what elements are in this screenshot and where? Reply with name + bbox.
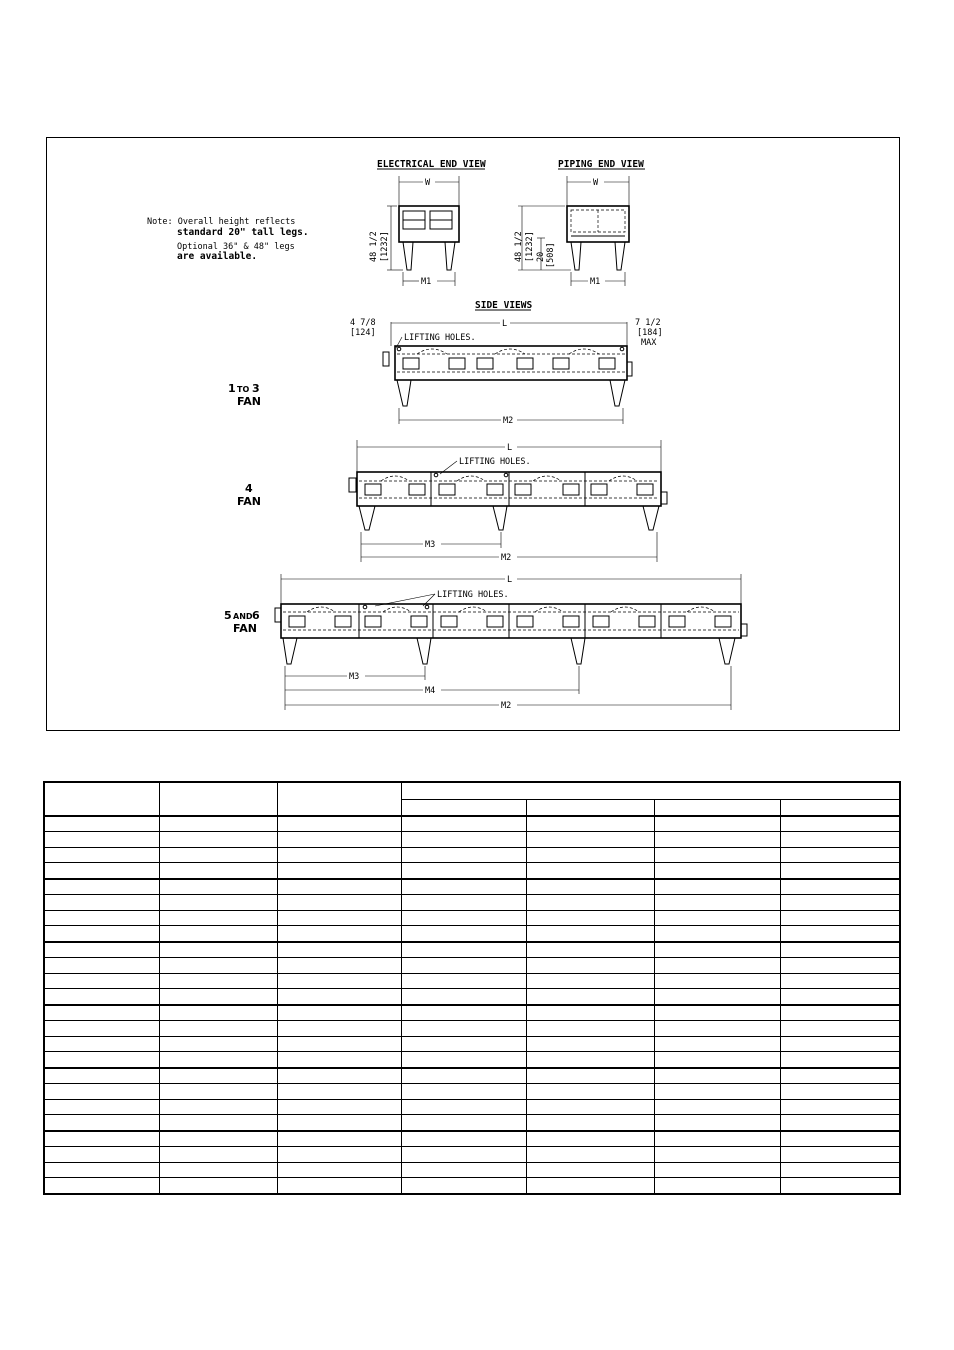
- table-cell: [526, 1162, 654, 1178]
- table-cell: [526, 1178, 654, 1194]
- table-cell: [159, 1162, 277, 1178]
- table-cell: [277, 910, 401, 926]
- table-cell: [44, 1099, 159, 1115]
- side2-dim-l: L: [507, 443, 513, 453]
- side2-lifting-holes: LIFTING HOLES.: [459, 457, 531, 467]
- fan-5-and-6-label-num: 5: [224, 609, 232, 622]
- dim-right-offset-mm: [184]: [637, 328, 663, 338]
- side-views-title: SIDE VIEWS: [475, 300, 533, 311]
- table-cell: [159, 1052, 277, 1068]
- table-cell: [780, 832, 900, 848]
- table-cell: [526, 1084, 654, 1100]
- table-cell: [780, 1178, 900, 1194]
- side2-dim-m3: M3: [425, 540, 436, 550]
- table-cell: [780, 1068, 900, 1084]
- table-cell: [654, 1099, 780, 1115]
- table-cell: [159, 910, 277, 926]
- table-cell: [654, 1162, 780, 1178]
- table-cell: [44, 1131, 159, 1147]
- table-cell: [780, 1005, 900, 1021]
- table-row: [44, 832, 900, 848]
- table-cell: [654, 1005, 780, 1021]
- table-header-cell: [401, 800, 526, 816]
- piping-dim-m1: M1: [590, 277, 601, 287]
- piping-end-view-title: PIPING END VIEW: [558, 159, 644, 170]
- side3-dim-m2: M2: [501, 701, 512, 711]
- table-cell: [277, 1005, 401, 1021]
- table-cell: [159, 1099, 277, 1115]
- table-cell: [654, 1178, 780, 1194]
- table-cell: [526, 1068, 654, 1084]
- table-cell: [159, 1068, 277, 1084]
- table-cell: [44, 832, 159, 848]
- note-line-3: Optional 36" & 48" legs: [177, 242, 295, 252]
- fan-4-label-num: 4: [245, 482, 253, 495]
- dim-left-offset-mm: [124]: [350, 328, 376, 338]
- table-cell: [780, 1162, 900, 1178]
- table-cell: [654, 1068, 780, 1084]
- table-cell: [526, 1147, 654, 1163]
- table-cell: [44, 973, 159, 989]
- table-cell: [401, 910, 526, 926]
- fan-5-and-6-label-and: AND: [233, 612, 253, 621]
- table-cell: [277, 1178, 401, 1194]
- table-cell: [44, 926, 159, 942]
- dimension-drawing: [47, 138, 901, 732]
- table-row: [44, 910, 900, 926]
- table-cell: [401, 1052, 526, 1068]
- piping-dim-leg: 20: [536, 251, 546, 262]
- electrical-end-view: [369, 159, 486, 287]
- electrical-dim-m1: M1: [421, 277, 432, 287]
- fan-1-to-3-label-to: TO: [237, 385, 250, 394]
- table-cell: [159, 1115, 277, 1131]
- table-cell: [159, 989, 277, 1005]
- table-cell: [526, 816, 654, 832]
- table-row: [44, 1036, 900, 1052]
- table-cell: [654, 847, 780, 863]
- table-cell: [526, 1021, 654, 1037]
- table-cell: [526, 958, 654, 974]
- table-cell: [654, 973, 780, 989]
- fan-1-to-3-label-fan: FAN: [237, 395, 261, 408]
- table-row: [44, 1147, 900, 1163]
- table-cell: [654, 989, 780, 1005]
- table-cell: [44, 1068, 159, 1084]
- table-header-cell: [277, 782, 401, 816]
- table-cell: [654, 1052, 780, 1068]
- table-cell: [654, 1084, 780, 1100]
- table-cell: [44, 1147, 159, 1163]
- table-cell: [401, 1115, 526, 1131]
- table-row: [44, 1005, 900, 1021]
- side2-dim-m2: M2: [501, 553, 512, 563]
- table-cell: [277, 942, 401, 958]
- table-cell: [159, 1178, 277, 1194]
- table-cell: [44, 958, 159, 974]
- table-cell: [401, 1131, 526, 1147]
- piping-dim-leg-mm: [508]: [546, 242, 556, 268]
- table-cell: [44, 1036, 159, 1052]
- side1-dim-m2: M2: [503, 416, 514, 426]
- table-cell: [780, 1147, 900, 1163]
- table-cell: [526, 863, 654, 879]
- table-cell: [277, 1036, 401, 1052]
- table-cell: [277, 1021, 401, 1037]
- table-row: [44, 1131, 900, 1147]
- table-header-cell: [526, 800, 654, 816]
- table-cell: [277, 1099, 401, 1115]
- dimensions-table: [43, 781, 901, 1195]
- dim-right-max: MAX: [641, 338, 657, 348]
- note-line-4: are available.: [177, 251, 258, 262]
- table-cell: [780, 879, 900, 895]
- table-cell: [277, 973, 401, 989]
- table-cell: [526, 973, 654, 989]
- table-cell: [44, 1115, 159, 1131]
- table-cell: [780, 958, 900, 974]
- table-row: [44, 942, 900, 958]
- table-cell: [277, 895, 401, 911]
- table-cell: [780, 973, 900, 989]
- table-row: [44, 1084, 900, 1100]
- table-cell: [277, 958, 401, 974]
- table-cell: [780, 863, 900, 879]
- table-cell: [401, 832, 526, 848]
- table-cell: [401, 879, 526, 895]
- table-cell: [401, 895, 526, 911]
- table-cell: [654, 863, 780, 879]
- electrical-dim-height: 48 1/2: [369, 231, 379, 262]
- table-cell: [44, 989, 159, 1005]
- table-cell: [159, 1084, 277, 1100]
- electrical-dim-w: W: [425, 178, 431, 188]
- table-cell: [159, 816, 277, 832]
- side-view-4-fan: [237, 440, 667, 563]
- table-cell: [401, 1178, 526, 1194]
- table-cell: [526, 910, 654, 926]
- table-cell: [277, 1068, 401, 1084]
- table-row: [44, 1052, 900, 1068]
- table-cell: [277, 1162, 401, 1178]
- table-cell: [780, 895, 900, 911]
- table-cell: [526, 1005, 654, 1021]
- side-view-5-and-6-fan: [224, 574, 747, 711]
- table-cell: [654, 958, 780, 974]
- table-cell: [526, 942, 654, 958]
- fan-1-to-3-label-num2: 3: [252, 382, 260, 395]
- table-cell: [44, 879, 159, 895]
- table-cell: [780, 1115, 900, 1131]
- table-cell: [277, 1147, 401, 1163]
- side3-dim-m4: M4: [425, 686, 436, 696]
- table-cell: [44, 1162, 159, 1178]
- table-cell: [654, 942, 780, 958]
- note-line-2: standard 20" tall legs.: [177, 227, 309, 238]
- table-cell: [159, 879, 277, 895]
- table-cell: [44, 847, 159, 863]
- table-cell: [277, 879, 401, 895]
- table-cell: [526, 1115, 654, 1131]
- table-cell: [401, 847, 526, 863]
- table-cell: [277, 863, 401, 879]
- piping-end-view: [514, 159, 645, 287]
- table-cell: [277, 1115, 401, 1131]
- table-cell: [159, 1021, 277, 1037]
- fan-1-to-3-label-num: 1: [228, 382, 236, 395]
- electrical-dim-height-mm: [1232]: [380, 231, 390, 262]
- table-cell: [526, 1036, 654, 1052]
- fan-5-and-6-label-num2: 6: [252, 609, 260, 622]
- note-line-1: Note: Overall height reflects: [147, 217, 296, 227]
- table-row: [44, 958, 900, 974]
- table-cell: [654, 816, 780, 832]
- table-cell: [44, 895, 159, 911]
- table-cell: [780, 1099, 900, 1115]
- side3-dim-m3: M3: [349, 672, 360, 682]
- table-cell: [654, 910, 780, 926]
- table-cell: [526, 926, 654, 942]
- table-cell: [526, 832, 654, 848]
- table-cell: [401, 1099, 526, 1115]
- table-cell: [277, 832, 401, 848]
- table-cell: [277, 847, 401, 863]
- table-row: [44, 816, 900, 832]
- fan-4-label-fan: FAN: [237, 495, 261, 508]
- table-cell: [526, 1099, 654, 1115]
- table-row: [44, 895, 900, 911]
- table-cell: [654, 879, 780, 895]
- table-cell: [780, 1131, 900, 1147]
- fan-5-and-6-label-fan: FAN: [233, 622, 257, 635]
- table-row: [44, 1178, 900, 1194]
- table-cell: [780, 926, 900, 942]
- table-header-cell: [780, 800, 900, 816]
- table-cell: [44, 1052, 159, 1068]
- table-cell: [654, 1147, 780, 1163]
- table-cell: [44, 1021, 159, 1037]
- table-cell: [44, 816, 159, 832]
- table-cell: [44, 863, 159, 879]
- table-row: [44, 1021, 900, 1037]
- table-cell: [159, 895, 277, 911]
- dim-right-offset: 7 1/2: [635, 318, 661, 328]
- table-cell: [159, 832, 277, 848]
- table-row: [44, 926, 900, 942]
- table-row: [44, 879, 900, 895]
- table-cell: [277, 1131, 401, 1147]
- table-cell: [654, 1021, 780, 1037]
- dimensions-table-body: [44, 782, 900, 1194]
- dimension-drawing-frame: [46, 137, 900, 731]
- table-cell: [159, 926, 277, 942]
- table-row: [44, 989, 900, 1005]
- table-cell: [277, 926, 401, 942]
- table-row: [44, 847, 900, 863]
- table-cell: [526, 847, 654, 863]
- table-cell: [159, 958, 277, 974]
- table-cell: [780, 816, 900, 832]
- table-row: [44, 1162, 900, 1178]
- table-cell: [159, 847, 277, 863]
- table-header-cell: [44, 782, 159, 816]
- table-cell: [277, 1052, 401, 1068]
- table-cell: [526, 989, 654, 1005]
- table-cell: [401, 973, 526, 989]
- table-row: [44, 1099, 900, 1115]
- table-cell: [159, 942, 277, 958]
- table-cell: [401, 863, 526, 879]
- table-row: [44, 863, 900, 879]
- table-cell: [277, 989, 401, 1005]
- table-cell: [526, 895, 654, 911]
- table-cell: [526, 879, 654, 895]
- table-cell: [780, 942, 900, 958]
- table-cell: [159, 863, 277, 879]
- table-cell: [654, 1036, 780, 1052]
- table-header-group-cell: [401, 782, 900, 800]
- table-cell: [277, 816, 401, 832]
- table-cell: [401, 1084, 526, 1100]
- piping-dim-height: 48 1/2: [514, 231, 524, 262]
- table-cell: [159, 1036, 277, 1052]
- table-header-cell: [654, 800, 780, 816]
- side3-dim-l: L: [507, 575, 513, 585]
- table-cell: [44, 1005, 159, 1021]
- table-cell: [401, 1021, 526, 1037]
- piping-dim-height-mm: [1232]: [525, 231, 535, 262]
- table-cell: [401, 1162, 526, 1178]
- note-block: [147, 217, 309, 262]
- table-cell: [159, 1147, 277, 1163]
- table-header-row-1: [44, 782, 900, 800]
- table-cell: [401, 816, 526, 832]
- table-cell: [44, 1084, 159, 1100]
- table-cell: [780, 1084, 900, 1100]
- table-cell: [526, 1052, 654, 1068]
- table-cell: [44, 910, 159, 926]
- table-cell: [401, 989, 526, 1005]
- table-cell: [401, 1147, 526, 1163]
- table-cell: [780, 910, 900, 926]
- table-cell: [654, 1131, 780, 1147]
- table-cell: [654, 895, 780, 911]
- table-cell: [401, 1068, 526, 1084]
- table-row: [44, 973, 900, 989]
- table-cell: [159, 1131, 277, 1147]
- table-cell: [401, 1005, 526, 1021]
- table-cell: [401, 1036, 526, 1052]
- side-view-1-to-3-fan: [228, 318, 663, 426]
- table-cell: [44, 942, 159, 958]
- table-cell: [401, 958, 526, 974]
- table-cell: [780, 989, 900, 1005]
- table-cell: [654, 926, 780, 942]
- table-cell: [780, 1052, 900, 1068]
- table-cell: [277, 1084, 401, 1100]
- table-cell: [780, 1021, 900, 1037]
- table-cell: [159, 973, 277, 989]
- dim-left-offset: 4 7/8: [350, 318, 376, 328]
- table-cell: [780, 1036, 900, 1052]
- table-row: [44, 1068, 900, 1084]
- side1-lifting-holes: LIFTING HOLES.: [404, 333, 476, 343]
- table-cell: [654, 1115, 780, 1131]
- table-cell: [654, 832, 780, 848]
- table-cell: [526, 1131, 654, 1147]
- electrical-end-view-title: ELECTRICAL END VIEW: [377, 159, 486, 170]
- side1-dim-l: L: [502, 319, 508, 329]
- table-header-cell: [159, 782, 277, 816]
- table-cell: [780, 847, 900, 863]
- piping-dim-w: W: [593, 178, 599, 188]
- table-cell: [401, 926, 526, 942]
- table-cell: [401, 942, 526, 958]
- table-row: [44, 1115, 900, 1131]
- table-cell: [44, 1178, 159, 1194]
- side3-lifting-holes: LIFTING HOLES.: [437, 590, 509, 600]
- table-cell: [159, 1005, 277, 1021]
